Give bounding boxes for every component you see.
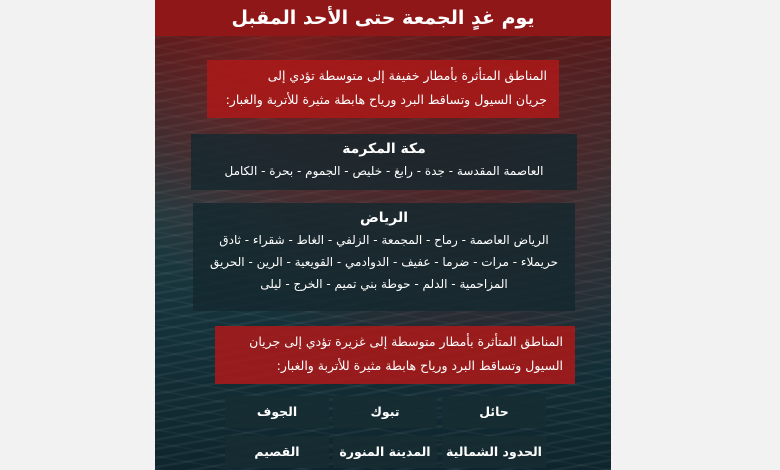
riyadh-areas-line3: المزاحمية - الدلم - حوطة بني تميم - الخرج - ليلى <box>260 277 508 291</box>
makkah-areas: العاصمة المقدسة - جدة - رابغ - خليص - الجموم - بحرة - الكامل <box>224 164 544 178</box>
makkah-region-box <box>191 134 577 190</box>
riyadh-title: الرياض <box>359 210 409 226</box>
light-rain-notice-line1: المناطق المتأثرة بأمطار خفيفة إلى متوسطة تؤدي إلى <box>267 68 547 83</box>
weather-alert-poster <box>155 0 611 470</box>
region-cell-qassim: القصيم <box>225 436 329 468</box>
region-cell-tabuk: تبوك <box>333 396 437 428</box>
makkah-title: مكة المكرمة <box>342 141 426 157</box>
light-rain-notice <box>207 60 559 118</box>
poster-title: يوم غدٍ الجمعة حتى الأحد المقبل <box>155 0 611 36</box>
heavy-rain-notice <box>215 326 575 384</box>
riyadh-region-box <box>193 203 575 311</box>
region-cell-hail: حائل <box>442 396 546 428</box>
region-cell-madinah: المدينة المنورة <box>333 436 437 468</box>
riyadh-areas-line1: الرياض العاصمة - رماح - المجمعة - الزلفي - الغاط - شقراء - ثادق <box>219 233 549 247</box>
region-cell-northern-borders: الحدود الشمالية <box>442 436 546 468</box>
heavy-rain-notice-line1: المناطق المتأثرة بأمطار متوسطة إلى غزيرة تؤدي إلى جريان <box>249 334 563 349</box>
light-rain-notice-line2: جريان السيول وتساقط البرد ورياح هابطة مثيرة للأتربة والغبار: <box>225 92 547 107</box>
region-cell-jouf: الجوف <box>225 396 329 428</box>
riyadh-areas-line2: حريملاء - مرات - ضرما - عفيف - الدوادمي - القويعية - الرين - الحريق <box>209 255 559 269</box>
heavy-rain-notice-line2: السيول وتساقط البرد ورياح هابطة مثيرة للأتربة والغبار: <box>276 358 563 373</box>
